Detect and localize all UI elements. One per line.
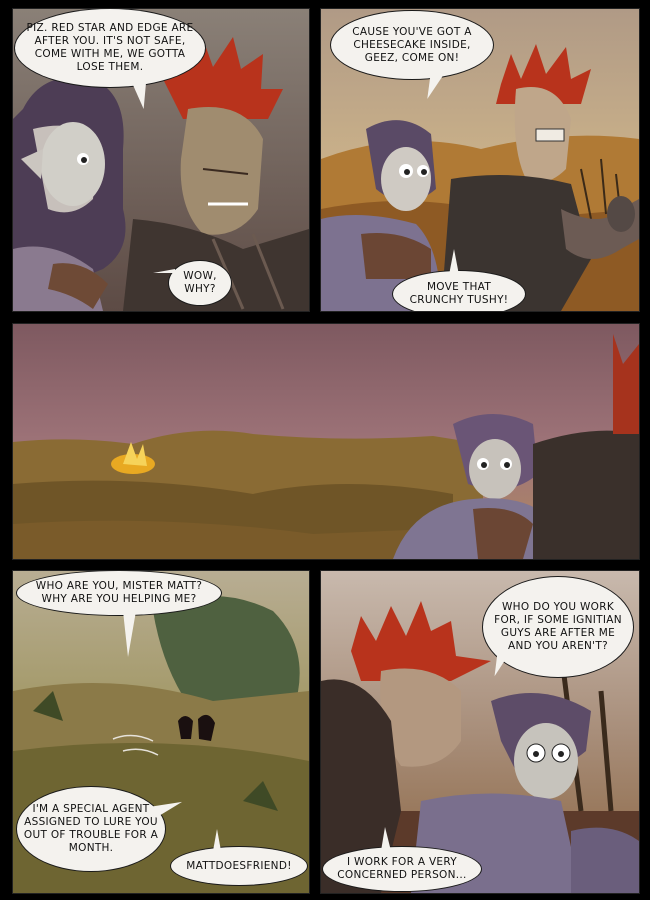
panel-2 [320, 8, 640, 312]
speech-who-are-you-text: WHO ARE YOU, MISTER MATT? WHY ARE YOU HELPING ME? [35, 580, 203, 605]
speech-tail [123, 611, 136, 657]
speech-special-agent [17, 787, 165, 871]
speech-cheesecake [331, 11, 493, 79]
speech-tail [381, 827, 391, 851]
speech-concerned-person-text: I WORK FOR A VERY CONCERNED PERSON... [337, 856, 467, 881]
speech-tail [153, 259, 175, 273]
speech-wow-why [169, 261, 231, 305]
speech-who-do-you-work-for-text: WHO DO YOU WORK FOR, IF SOME IGNITIAN GUYS ARE AFTER ME AND YOU AREN'T? [494, 601, 622, 652]
speech-tail [449, 249, 459, 275]
panel-3 [12, 323, 640, 560]
speech-crunchy-tushy-text: MOVE THAT CRUNCHY TUSHY! [409, 281, 509, 306]
speech-red-star-edge [15, 9, 205, 87]
speech-cheesecake-text: CAUSE YOU'VE GOT A CHEESECAKE INSIDE, GEEZ, COME ON! [352, 25, 472, 64]
panel-5 [320, 570, 640, 894]
speech-mattdoesfriend [171, 847, 307, 885]
speech-wow-why-text: WOW, WHY? [183, 270, 217, 295]
speech-mattdoesfriend-text: MATTDOESFRIEND! [186, 859, 292, 872]
panel-3-artwork [13, 324, 639, 559]
speech-tail [213, 829, 221, 851]
speech-who-are-you [17, 571, 221, 615]
speech-concerned-person [323, 847, 481, 891]
speech-red-star-edge-text: PIZ. RED STAR AND EDGE ARE AFTER YOU. IT'S NOT SAFE, COME WITH ME, WE GOTTA LOSE THEM. [26, 22, 194, 73]
panel-4 [12, 570, 310, 894]
panel-1 [12, 8, 310, 312]
speech-special-agent-text: I'M A SPECIAL AGENT ASSIGNED TO LURE YOU OUT OF TROUBLE FOR A MONTH. [23, 803, 159, 854]
speech-crunchy-tushy [393, 271, 525, 312]
